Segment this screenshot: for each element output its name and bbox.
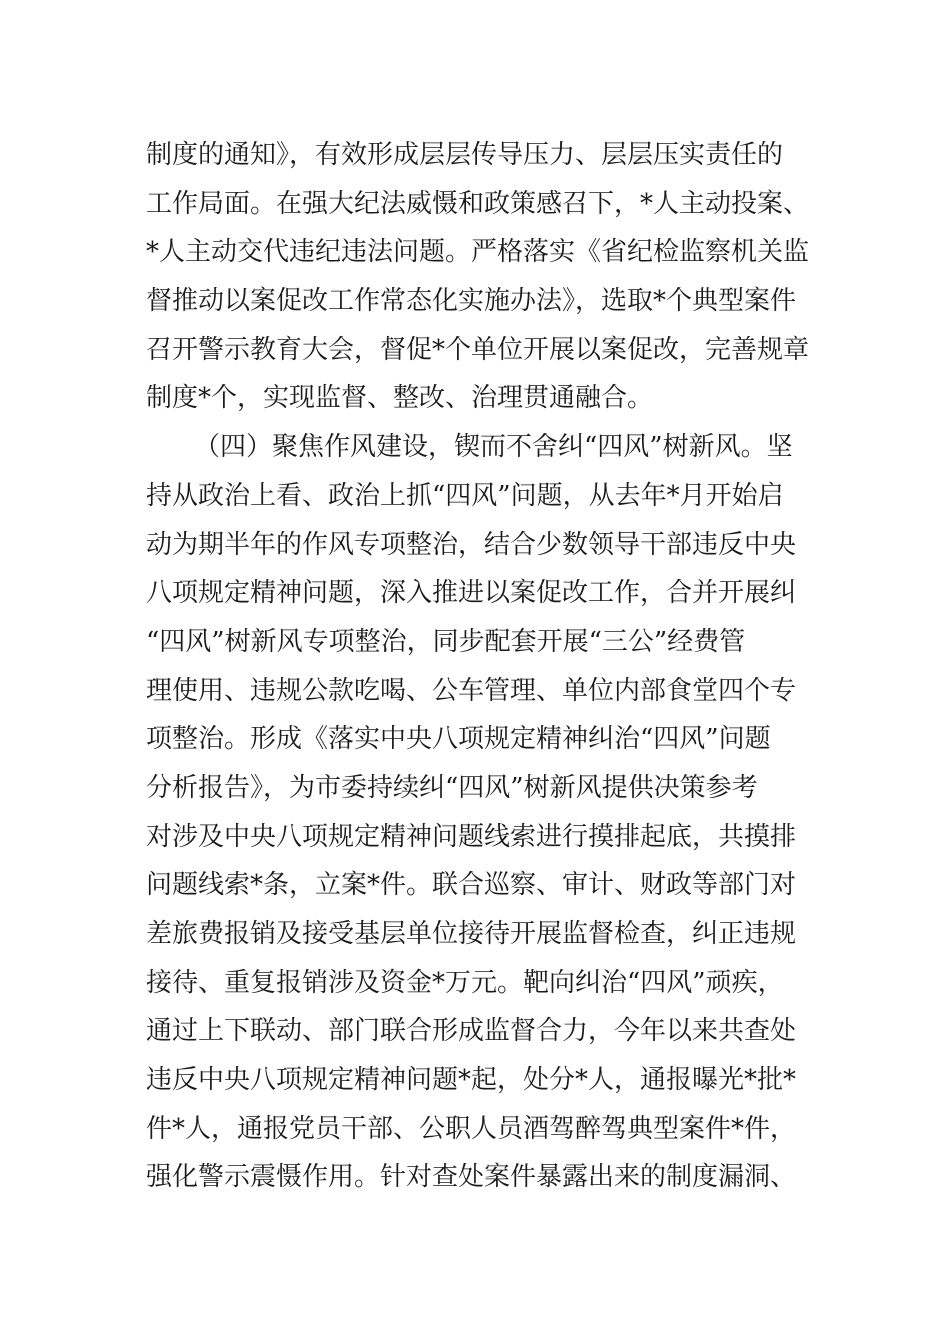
paragraph-start-line: （四）聚焦作风建设，锲而不舍纠“四风”树新风。坚 [194,432,793,463]
body-text [146,131,818,1202]
text-line: *人主动交代违纪违法问题。严格落实《省纪检监察机关监 [146,237,810,268]
text-line: 动为期半年的作风专项整治，结合少数领导干部违反中央 [146,529,797,560]
text-line: 制度*个，实现监督、整改、治理贯通融合。 [146,383,654,414]
text-line: 强化警示震慑作用。针对查处案件暴露出来的制度漏洞、 [146,1162,797,1193]
text-line: 违反中央八项规定精神问题*起，处分*人，通报曝光*批* [146,1065,797,1096]
text-line: 持从政治上看、政治上抓“四风”问题，从去年*月开始启 [146,480,784,511]
text-line: 项整治。形成《落实中央八项规定精神纠治“四风”问题 [146,724,771,755]
text-line: 差旅费报销及接受基层单位接待开展监督检查，纠正违规 [146,919,797,949]
text-line: 制度的通知》，有效形成层层传导压力、层层压实责任的 [146,140,784,170]
text-line: 八项规定精神问题，深入推进以案促改工作，合并开展纠 [146,578,797,609]
text-line: 工作局面。在强大纪法威慑和政策感召下，*人主动投案、 [146,188,810,219]
text-line: 分析报告》，为市委持续纠“四风”树新风提供决策参考 [146,772,758,803]
text-line: “四风”树新风专项整治，同步配套开展“三公”经费管 [146,626,746,657]
text-line: 召开警示教育大会，督促*个单位开展以案促改，完善规章 [146,334,810,365]
text-line: 对涉及中央八项规定精神问题线索进行摸排起底，共摸排 [146,821,797,852]
text-line: 件*人，通报党员干部、公职人员酒驾醉驾典型案件*件， [146,1113,797,1144]
text-line: 督推动以案促改工作常态化实施办法》，选取*个典型案件 [146,286,797,317]
text-line: 通过上下联动、部门联合形成监督合力，今年以来共查处 [146,1016,797,1047]
text-line: 接待、重复报销涉及资金*万元。靶向纠治“四风”顽疾， [146,967,784,998]
text-line: 问题线索*条，立案*件。联合巡察、审计、财政等部门对 [146,870,797,901]
text-line: 理使用、违规公款吃喝、公车管理、单位内部食堂四个专 [146,675,797,706]
